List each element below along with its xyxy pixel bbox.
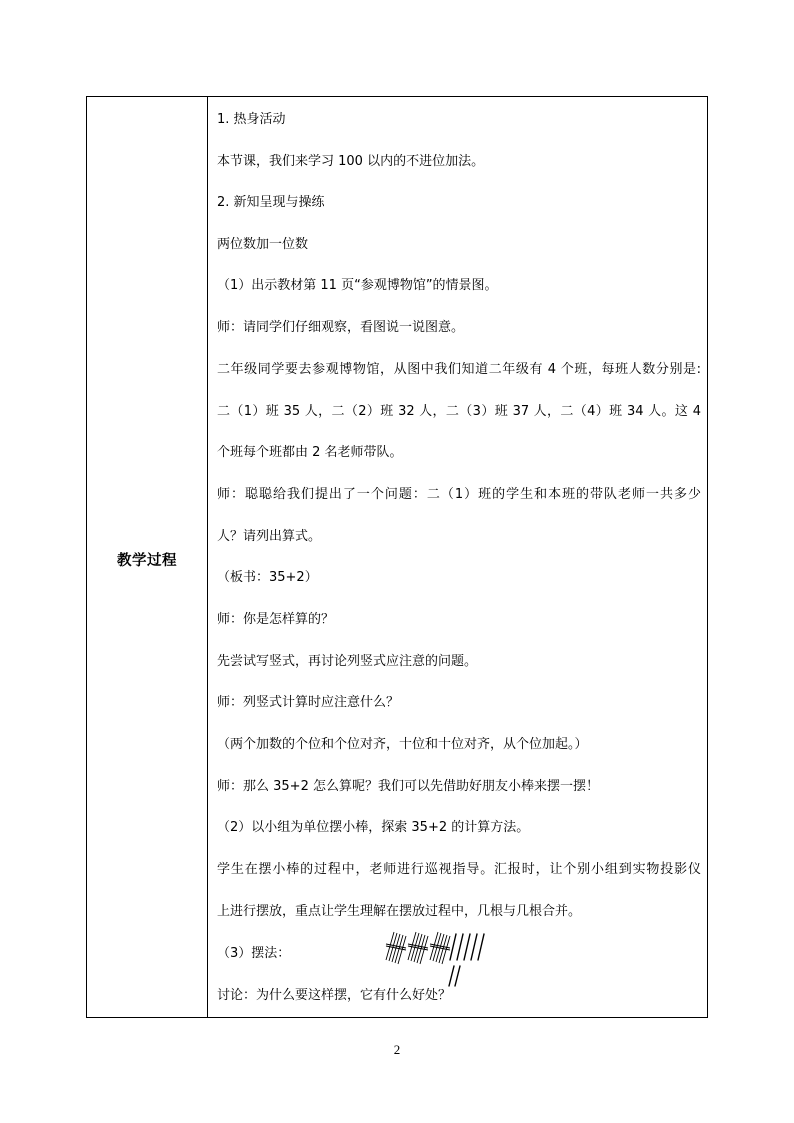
paragraph-museum-3: 个班每个班都由 2 名老师带队。	[217, 445, 403, 460]
paragraph-report-1: 学生在摆小棒的过程中，老师进行巡视指导。汇报时，让个别小组到实物投影仪	[217, 862, 701, 877]
heading-new-knowledge: 2. 新知呈现与操练	[217, 195, 325, 210]
single-stick	[478, 934, 484, 960]
paragraph-report-2: 上进行摆放，重点让学生理解在摆放过程中，几根与几根合并。	[217, 904, 582, 919]
single-stick	[457, 934, 463, 960]
paragraph-sticks-intro: 师：那么 35+2 怎么算呢？我们可以先借助好朋友小棒来摆一摆！	[217, 779, 599, 794]
paragraph-step-3: （3）摆法：	[217, 946, 291, 961]
heading-warmup: 1. 热身活动	[217, 112, 286, 127]
single-stick	[450, 934, 456, 960]
paragraph-alignment: （两个加数的个位和个位对齐，十位和十位对齐，从个位加起。）	[217, 737, 588, 752]
counting-sticks-figure	[384, 930, 494, 988]
stick-bundle	[386, 932, 406, 964]
stick-bundle	[430, 932, 450, 964]
single-stick	[449, 966, 454, 986]
paragraph-how-calc: 师：你是怎样算的？	[217, 612, 335, 627]
paragraph-museum-1: 二年级同学要去参观博物馆，从图中我们知道二年级有 4 个班，每班人数分别是:	[217, 362, 701, 377]
paragraph-question-2: 人？请列出算式。	[217, 529, 322, 544]
paragraph-attention: 师：列竖式计算时应注意什么？	[217, 695, 400, 710]
section-label-cell	[87, 97, 208, 1017]
single-stick	[455, 966, 460, 986]
lesson-table	[86, 96, 708, 1018]
subheading-two-digit-plus-one: 两位数加一位数	[217, 237, 309, 252]
paragraph-question-1: 师：聪聪给我们提出了一个问题：二（1）班的学生和本班的带队老师一共多少	[217, 487, 701, 502]
paragraph-vertical-form: 先尝试写竖式，再讨论列竖式应注意的问题。	[217, 654, 478, 669]
paragraph-board-writing: （板书：35+2）	[217, 570, 318, 585]
paragraph-discussion: 讨论：为什么要这样摆，它有什么好处？	[217, 988, 452, 1003]
stick-bundle	[408, 932, 428, 964]
paragraph-step-1: （1）出示教材第 11 页“参观博物馆”的情景图。	[217, 278, 498, 293]
section-label: 教学过程	[117, 553, 177, 569]
paragraph-step-2: （2）以小组为单位摆小棒，探索 35+2 的计算方法。	[217, 820, 530, 835]
paragraph-museum-2: 二（1）班 35 人，二（2）班 32 人，二（3）班 37 人，二（4）班 34 人。这 4	[217, 404, 701, 419]
single-stick	[471, 934, 477, 960]
single-stick	[464, 934, 470, 960]
page-number: 2	[393, 1042, 401, 1057]
paragraph-teacher-observe: 师：请同学们仔细观察，看图说一说图意。	[217, 320, 465, 335]
paragraph-intro: 本节课，我们来学习 100 以内的不进位加法。	[217, 154, 485, 169]
content-cell	[208, 97, 707, 1017]
